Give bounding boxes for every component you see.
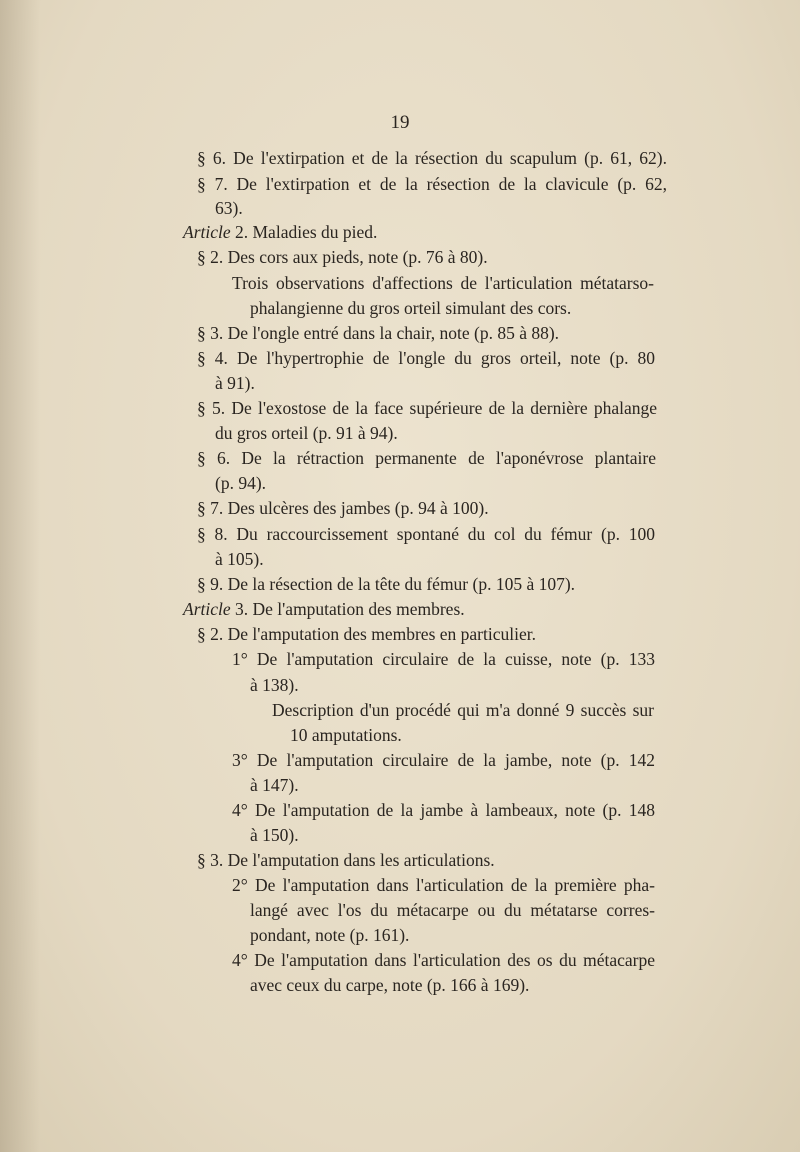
text-line: 2° De l'amputation dans l'articulation de la première pha- xyxy=(232,875,655,895)
text-line: à 147). xyxy=(250,775,299,795)
text-line: du gros orteil (p. 91 à 94). xyxy=(215,423,398,443)
page-number: 19 xyxy=(390,112,410,133)
article-label: Article xyxy=(183,599,231,619)
text-line: § 6. De l'extirpation et de la résection du scapulum (p. 61, 62). xyxy=(197,148,667,168)
text-line: Trois observations d'affections de l'articulation métatarso- xyxy=(232,273,654,293)
text-line: à 138). xyxy=(250,675,299,695)
text-line: à 105). xyxy=(215,549,264,569)
text-line: 4° De l'amputation dans l'articulation des os du métacarpe xyxy=(232,950,655,970)
text-line: à 91). xyxy=(215,373,255,393)
text-line: § 2. Des cors aux pieds, note (p. 76 à 80). xyxy=(197,247,488,267)
text-line: § 5. De l'exostose de la face supérieure de la dernière phalange xyxy=(197,398,657,418)
text-line: 10 amputations. xyxy=(290,725,402,745)
text-line: § 3. De l'amputation dans les articulations. xyxy=(197,850,495,870)
text-line: Description d'un procédé qui m'a donné 9 succès sur xyxy=(272,700,654,720)
text-line: 63). xyxy=(215,198,243,218)
text-line: 3° De l'amputation circulaire de la jambe, note (p. 142 xyxy=(232,750,655,770)
text-line: Article 2. Maladies du pied. xyxy=(183,222,378,242)
text-line: phalangienne du gros orteil simulant des cors. xyxy=(250,298,572,318)
text-line: § 9. De la résection de la tête du fémur (p. 105 à 107). xyxy=(197,574,576,594)
text-line: § 4. De l'hypertrophie de l'ongle du gros orteil, note (p. 80 xyxy=(197,348,655,368)
text-line: § 7. De l'extirpation et de la résection de la clavicule (p. 62, xyxy=(197,174,667,194)
text-line: 1° De l'amputation circulaire de la cuisse, note (p. 133 xyxy=(232,649,655,669)
text-line: (p. 94). xyxy=(215,473,267,493)
text-line: § 3. De l'ongle entré dans la chair, note (p. 85 à 88). xyxy=(197,323,560,343)
text-line: à 150). xyxy=(250,825,299,845)
text-line: § 6. De la rétraction permanente de l'aponévrose plantaire xyxy=(197,448,656,468)
text-line: § 2. De l'amputation des membres en particulier. xyxy=(197,624,536,644)
text-line: pondant, note (p. 161). xyxy=(250,925,410,945)
text-line: § 7. Des ulcères des jambes (p. 94 à 100). xyxy=(197,498,489,518)
text-line: avec ceux du carpe, note (p. 166 à 169). xyxy=(250,975,530,995)
text-line: langé avec l'os du métacarpe ou du métatarse corres- xyxy=(250,900,655,920)
text-line: Article 3. De l'amputation des membres. xyxy=(183,599,465,619)
text-line: 4° De l'amputation de la jambe à lambeaux, note (p. 148 xyxy=(232,800,655,820)
article-label: Article xyxy=(183,222,231,242)
text-line: § 8. Du raccourcissement spontané du col du fémur (p. 100 xyxy=(197,524,655,544)
